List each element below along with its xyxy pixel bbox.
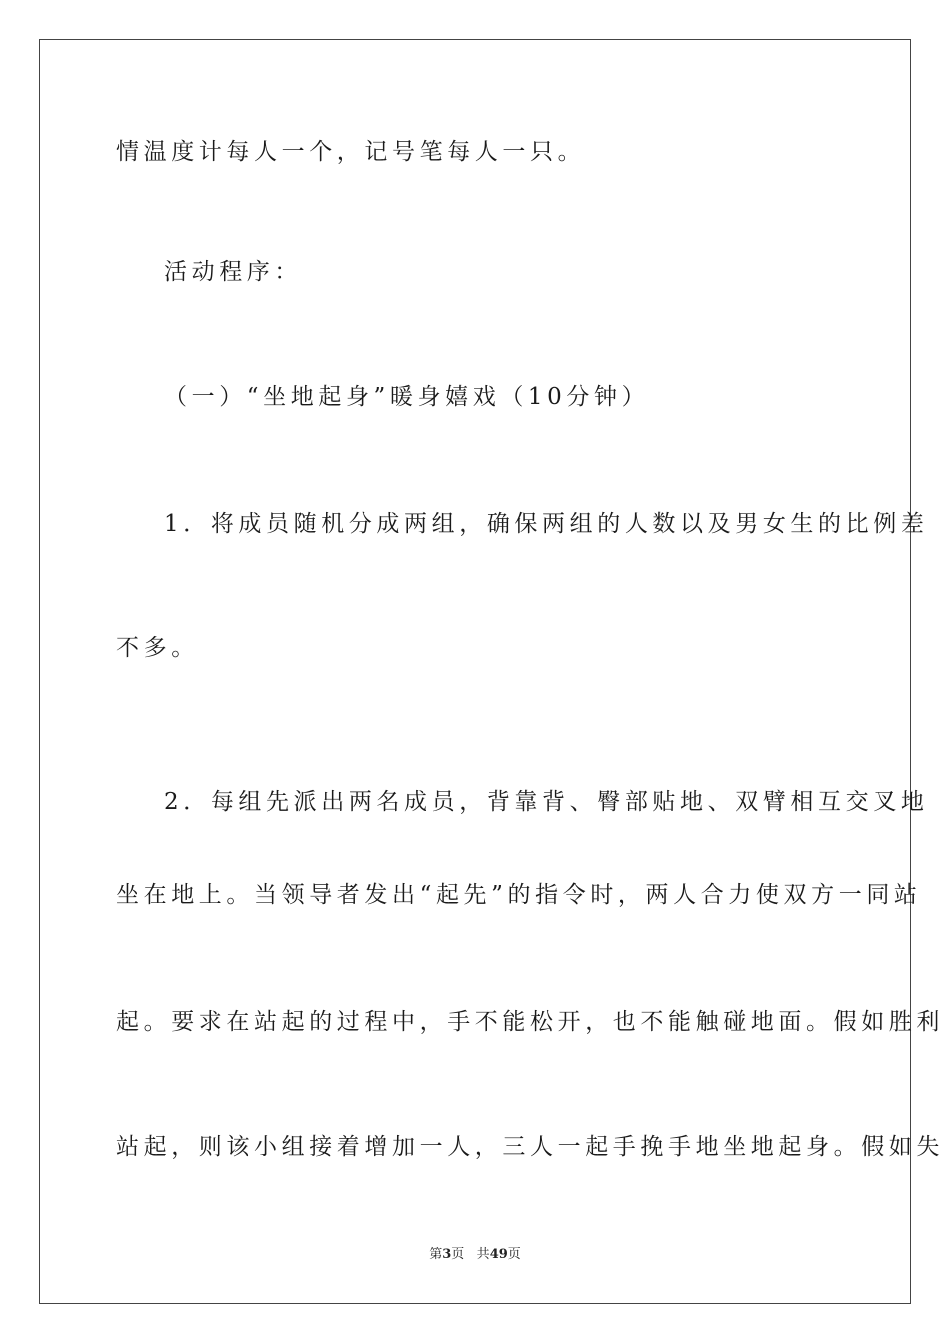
total-suffix: 页: [507, 1247, 521, 1262]
subsection-heading-warmup-game: （一）“坐地起身”暖身嬉戏（10分钟）: [164, 384, 650, 410]
section-heading-activity-procedure: 活动程序：: [164, 259, 302, 285]
body-text-line-1: 情温度计每人一个，记号笔每人一只。: [116, 139, 586, 165]
list-item-2-line-3: 起。要求在站起的过程中，手不能松开，也不能触碰地面。假如胜利: [116, 1009, 944, 1035]
page-border: [39, 39, 944, 1304]
list-item-2-line-4: 站起，则该小组接着增加一人，三人一起手挽手地坐地起身。假如失: [116, 1134, 944, 1160]
page-prefix: 第: [429, 1247, 443, 1262]
list-item-1-line-2: 不多。: [116, 635, 199, 661]
page-footer: [0, 1246, 950, 1264]
total-pages: 49: [489, 1247, 508, 1262]
page-suffix: 页: [451, 1247, 465, 1262]
page-number: 3: [442, 1247, 452, 1262]
list-item-1-line-1: 1．将成员随机分成两组，确保两组的人数以及男女生的比例差: [164, 511, 929, 537]
list-item-2-line-1: 2．每组先派出两名成员，背靠背、臀部贴地、双臂相互交叉地: [164, 789, 929, 815]
list-item-2-line-2: 坐在地上。当领导者发出“起先”的指令时，两人合力使双方一同站: [116, 882, 922, 908]
total-prefix: 共: [476, 1247, 490, 1262]
